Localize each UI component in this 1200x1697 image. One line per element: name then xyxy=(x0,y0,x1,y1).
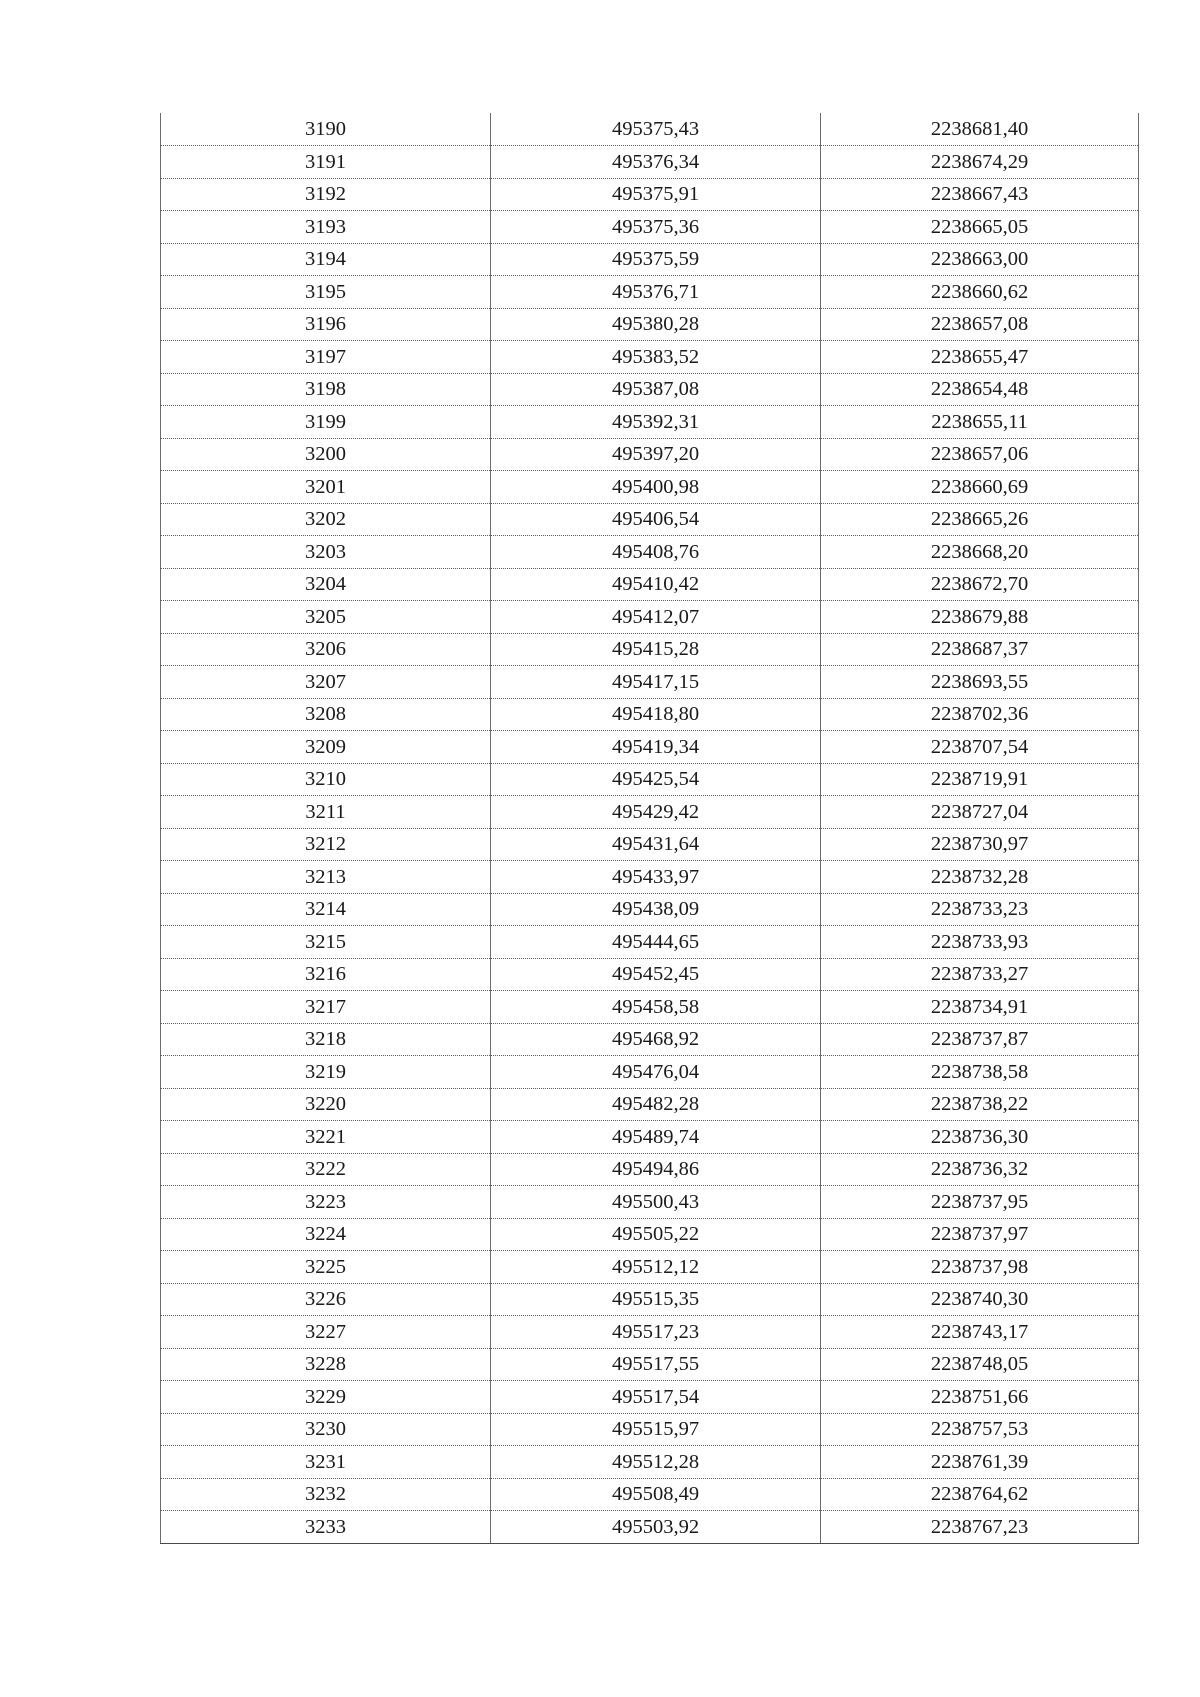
table-row xyxy=(161,1413,1139,1446)
x-coordinate-cell: 495429,42 xyxy=(491,796,821,829)
point-number-cell: 3213 xyxy=(161,861,491,894)
x-coordinate-cell: 495458,58 xyxy=(491,991,821,1024)
x-coordinate-cell: 495517,54 xyxy=(491,1381,821,1414)
table-row xyxy=(161,503,1139,536)
point-number-cell: 3197 xyxy=(161,341,491,374)
x-coordinate-cell: 495375,91 xyxy=(491,178,821,211)
y-coordinate-cell: 2238730,97 xyxy=(821,828,1139,861)
table-row xyxy=(161,633,1139,666)
point-number-cell: 3219 xyxy=(161,1056,491,1089)
table-row xyxy=(161,1446,1139,1479)
x-coordinate-cell: 495444,65 xyxy=(491,926,821,959)
y-coordinate-cell: 2238743,17 xyxy=(821,1316,1139,1349)
x-coordinate-cell: 495375,43 xyxy=(491,113,821,146)
table-row xyxy=(161,146,1139,179)
point-number-cell: 3220 xyxy=(161,1088,491,1121)
table-row xyxy=(161,211,1139,244)
y-coordinate-cell: 2238757,53 xyxy=(821,1413,1139,1446)
y-coordinate-cell: 2238687,37 xyxy=(821,633,1139,666)
table-row xyxy=(161,1511,1139,1544)
point-number-cell: 3215 xyxy=(161,926,491,959)
y-coordinate-cell: 2238738,22 xyxy=(821,1088,1139,1121)
point-number-cell: 3209 xyxy=(161,731,491,764)
point-number-cell: 3206 xyxy=(161,633,491,666)
x-coordinate-cell: 495392,31 xyxy=(491,406,821,439)
y-coordinate-cell: 2238727,04 xyxy=(821,796,1139,829)
table-row xyxy=(161,926,1139,959)
y-coordinate-cell: 2238751,66 xyxy=(821,1381,1139,1414)
x-coordinate-cell: 495408,76 xyxy=(491,536,821,569)
y-coordinate-cell: 2238737,95 xyxy=(821,1186,1139,1219)
point-number-cell: 3221 xyxy=(161,1121,491,1154)
y-coordinate-cell: 2238737,87 xyxy=(821,1023,1139,1056)
x-coordinate-cell: 495438,09 xyxy=(491,893,821,926)
point-number-cell: 3196 xyxy=(161,308,491,341)
point-number-cell: 3214 xyxy=(161,893,491,926)
x-coordinate-cell: 495505,22 xyxy=(491,1218,821,1251)
x-coordinate-cell: 495410,42 xyxy=(491,568,821,601)
y-coordinate-cell: 2238655,11 xyxy=(821,406,1139,439)
table-row xyxy=(161,796,1139,829)
y-coordinate-cell: 2238733,23 xyxy=(821,893,1139,926)
y-coordinate-cell: 2238702,36 xyxy=(821,698,1139,731)
point-number-cell: 3203 xyxy=(161,536,491,569)
table-row xyxy=(161,308,1139,341)
x-coordinate-cell: 495383,52 xyxy=(491,341,821,374)
point-number-cell: 3228 xyxy=(161,1348,491,1381)
table-row xyxy=(161,893,1139,926)
y-coordinate-cell: 2238738,58 xyxy=(821,1056,1139,1089)
y-coordinate-cell: 2238737,97 xyxy=(821,1218,1139,1251)
point-number-cell: 3232 xyxy=(161,1478,491,1511)
y-coordinate-cell: 2238665,26 xyxy=(821,503,1139,536)
point-number-cell: 3218 xyxy=(161,1023,491,1056)
table-row xyxy=(161,1283,1139,1316)
point-number-cell: 3200 xyxy=(161,438,491,471)
point-number-cell: 3193 xyxy=(161,211,491,244)
point-number-cell: 3224 xyxy=(161,1218,491,1251)
table-row xyxy=(161,438,1139,471)
table-row xyxy=(161,1023,1139,1056)
table-row xyxy=(161,1478,1139,1511)
y-coordinate-cell: 2238665,05 xyxy=(821,211,1139,244)
x-coordinate-cell: 495376,71 xyxy=(491,276,821,309)
y-coordinate-cell: 2238672,70 xyxy=(821,568,1139,601)
y-coordinate-cell: 2238764,62 xyxy=(821,1478,1139,1511)
x-coordinate-cell: 495419,34 xyxy=(491,731,821,764)
point-number-cell: 3216 xyxy=(161,958,491,991)
x-coordinate-cell: 495500,43 xyxy=(491,1186,821,1219)
y-coordinate-cell: 2238655,47 xyxy=(821,341,1139,374)
y-coordinate-cell: 2238674,29 xyxy=(821,146,1139,179)
y-coordinate-cell: 2238654,48 xyxy=(821,373,1139,406)
y-coordinate-cell: 2238660,69 xyxy=(821,471,1139,504)
x-coordinate-cell: 495515,97 xyxy=(491,1413,821,1446)
point-number-cell: 3217 xyxy=(161,991,491,1024)
table-row xyxy=(161,1088,1139,1121)
x-coordinate-cell: 495494,86 xyxy=(491,1153,821,1186)
x-coordinate-cell: 495489,74 xyxy=(491,1121,821,1154)
x-coordinate-cell: 495415,28 xyxy=(491,633,821,666)
point-number-cell: 3191 xyxy=(161,146,491,179)
x-coordinate-cell: 495433,97 xyxy=(491,861,821,894)
point-number-cell: 3199 xyxy=(161,406,491,439)
point-number-cell: 3225 xyxy=(161,1251,491,1284)
y-coordinate-cell: 2238733,27 xyxy=(821,958,1139,991)
y-coordinate-cell: 2238681,40 xyxy=(821,113,1139,146)
point-number-cell: 3204 xyxy=(161,568,491,601)
y-coordinate-cell: 2238733,93 xyxy=(821,926,1139,959)
point-number-cell: 3211 xyxy=(161,796,491,829)
table-row xyxy=(161,341,1139,374)
table-row xyxy=(161,601,1139,634)
point-number-cell: 3208 xyxy=(161,698,491,731)
x-coordinate-cell: 495375,59 xyxy=(491,243,821,276)
table-row xyxy=(161,1251,1139,1284)
coordinates-table-body xyxy=(161,113,1139,1543)
point-number-cell: 3198 xyxy=(161,373,491,406)
point-number-cell: 3231 xyxy=(161,1446,491,1479)
table-row xyxy=(161,1121,1139,1154)
point-number-cell: 3195 xyxy=(161,276,491,309)
table-row xyxy=(161,763,1139,796)
x-coordinate-cell: 495476,04 xyxy=(491,1056,821,1089)
point-number-cell: 3229 xyxy=(161,1381,491,1414)
y-coordinate-cell: 2238667,43 xyxy=(821,178,1139,211)
y-coordinate-cell: 2238657,08 xyxy=(821,308,1139,341)
table-row xyxy=(161,1381,1139,1414)
table-row xyxy=(161,666,1139,699)
table-row xyxy=(161,276,1139,309)
table-row xyxy=(161,861,1139,894)
y-coordinate-cell: 2238679,88 xyxy=(821,601,1139,634)
x-coordinate-cell: 495517,55 xyxy=(491,1348,821,1381)
table-row xyxy=(161,698,1139,731)
x-coordinate-cell: 495425,54 xyxy=(491,763,821,796)
y-coordinate-cell: 2238693,55 xyxy=(821,666,1139,699)
x-coordinate-cell: 495468,92 xyxy=(491,1023,821,1056)
x-coordinate-cell: 495380,28 xyxy=(491,308,821,341)
point-number-cell: 3207 xyxy=(161,666,491,699)
point-number-cell: 3205 xyxy=(161,601,491,634)
x-coordinate-cell: 495418,80 xyxy=(491,698,821,731)
point-number-cell: 3202 xyxy=(161,503,491,536)
y-coordinate-cell: 2238748,05 xyxy=(821,1348,1139,1381)
y-coordinate-cell: 2238761,39 xyxy=(821,1446,1139,1479)
table-row xyxy=(161,991,1139,1024)
point-number-cell: 3222 xyxy=(161,1153,491,1186)
point-number-cell: 3190 xyxy=(161,113,491,146)
table-row xyxy=(161,1316,1139,1349)
x-coordinate-cell: 495503,92 xyxy=(491,1511,821,1544)
point-number-cell: 3227 xyxy=(161,1316,491,1349)
table-row xyxy=(161,536,1139,569)
x-coordinate-cell: 495397,20 xyxy=(491,438,821,471)
x-coordinate-cell: 495376,34 xyxy=(491,146,821,179)
y-coordinate-cell: 2238660,62 xyxy=(821,276,1139,309)
table-row xyxy=(161,471,1139,504)
table-row xyxy=(161,178,1139,211)
y-coordinate-cell: 2238707,54 xyxy=(821,731,1139,764)
point-number-cell: 3230 xyxy=(161,1413,491,1446)
x-coordinate-cell: 495482,28 xyxy=(491,1088,821,1121)
x-coordinate-cell: 495515,35 xyxy=(491,1283,821,1316)
table-row xyxy=(161,1056,1139,1089)
table-row xyxy=(161,828,1139,861)
x-coordinate-cell: 495512,12 xyxy=(491,1251,821,1284)
x-coordinate-cell: 495512,28 xyxy=(491,1446,821,1479)
table-row xyxy=(161,1218,1139,1251)
table-row xyxy=(161,958,1139,991)
y-coordinate-cell: 2238668,20 xyxy=(821,536,1139,569)
x-coordinate-cell: 495417,15 xyxy=(491,666,821,699)
y-coordinate-cell: 2238663,00 xyxy=(821,243,1139,276)
x-coordinate-cell: 495517,23 xyxy=(491,1316,821,1349)
point-number-cell: 3233 xyxy=(161,1511,491,1544)
x-coordinate-cell: 495508,49 xyxy=(491,1478,821,1511)
y-coordinate-cell: 2238732,28 xyxy=(821,861,1139,894)
table-row xyxy=(161,113,1139,146)
y-coordinate-cell: 2238740,30 xyxy=(821,1283,1139,1316)
point-number-cell: 3212 xyxy=(161,828,491,861)
point-number-cell: 3201 xyxy=(161,471,491,504)
table-row xyxy=(161,243,1139,276)
table-row xyxy=(161,373,1139,406)
table-row xyxy=(161,731,1139,764)
table-row xyxy=(161,1348,1139,1381)
point-number-cell: 3192 xyxy=(161,178,491,211)
x-coordinate-cell: 495387,08 xyxy=(491,373,821,406)
table-row xyxy=(161,406,1139,439)
table-row xyxy=(161,1153,1139,1186)
y-coordinate-cell: 2238736,32 xyxy=(821,1153,1139,1186)
x-coordinate-cell: 495431,64 xyxy=(491,828,821,861)
y-coordinate-cell: 2238734,91 xyxy=(821,991,1139,1024)
table-row xyxy=(161,1186,1139,1219)
x-coordinate-cell: 495412,07 xyxy=(491,601,821,634)
x-coordinate-cell: 495375,36 xyxy=(491,211,821,244)
point-number-cell: 3194 xyxy=(161,243,491,276)
coordinates-table xyxy=(160,113,1139,1544)
table-row xyxy=(161,568,1139,601)
x-coordinate-cell: 495400,98 xyxy=(491,471,821,504)
y-coordinate-cell: 2238719,91 xyxy=(821,763,1139,796)
point-number-cell: 3210 xyxy=(161,763,491,796)
point-number-cell: 3223 xyxy=(161,1186,491,1219)
x-coordinate-cell: 495452,45 xyxy=(491,958,821,991)
y-coordinate-cell: 2238657,06 xyxy=(821,438,1139,471)
y-coordinate-cell: 2238767,23 xyxy=(821,1511,1139,1544)
y-coordinate-cell: 2238736,30 xyxy=(821,1121,1139,1154)
x-coordinate-cell: 495406,54 xyxy=(491,503,821,536)
y-coordinate-cell: 2238737,98 xyxy=(821,1251,1139,1284)
point-number-cell: 3226 xyxy=(161,1283,491,1316)
